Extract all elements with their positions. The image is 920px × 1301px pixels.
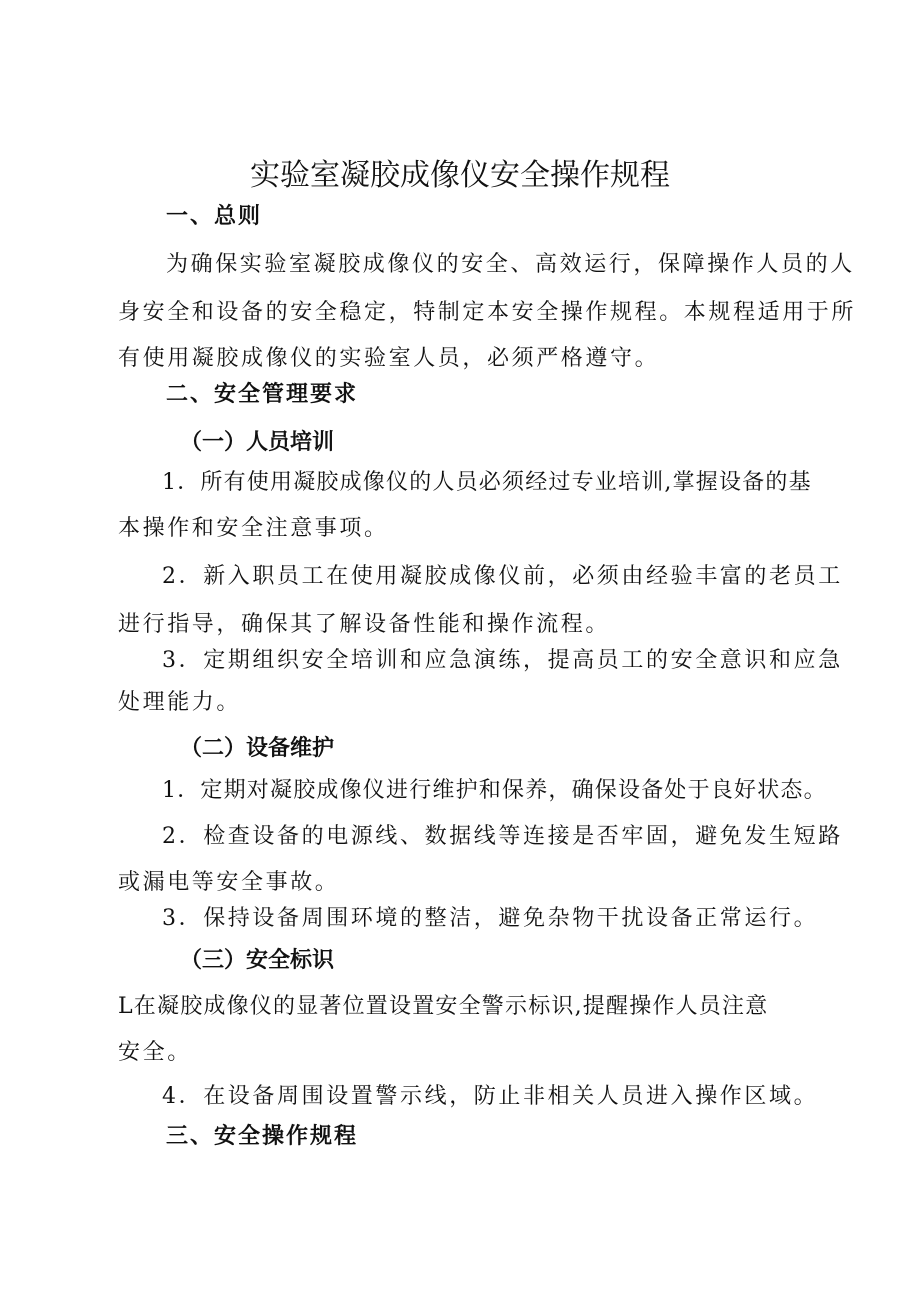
- list-item-line: 进行指导，确保其了解设备性能和操作流程。: [118, 612, 611, 637]
- list-item-line: 3．定期组织安全培训和应急演练，提高员工的安全意识和应急: [162, 648, 843, 673]
- list-item-line: 1．所有使用凝胶成像仪的人员必须经过专业培训,掌握设备的基: [162, 470, 812, 495]
- list-item-line: 安全。: [118, 1040, 192, 1065]
- list-item-line: 4．在设备周围设置警示线，防止非相关人员进入操作区域。: [162, 1084, 819, 1109]
- list-item-line: 1．定期对凝胶成像仪进行维护和保养，确保设备处于良好状态。: [162, 778, 827, 803]
- list-item-line: 本操作和安全注意事项。: [118, 516, 389, 541]
- paragraph-line: 身安全和设备的安全稳定，特制定本安全操作规程。本规程适用于所: [118, 300, 857, 325]
- subsection-heading-training: （一）人员培训: [180, 430, 335, 455]
- subsection-heading-signage: （三）安全标识: [180, 948, 335, 973]
- list-item-line: L在凝胶成像仪的显著位置设置安全警示标识,提醒操作人员注意: [118, 994, 769, 1019]
- section-heading-operation: 三、安全操作规程: [166, 1124, 359, 1149]
- paragraph-line: 为确保实验室凝胶成像仪的安全、高效运行，保障操作人员的人: [166, 252, 855, 277]
- list-item-line: 2．新入职员工在使用凝胶成像仪前，必须由经验丰富的老员工: [162, 564, 843, 589]
- paragraph-line: 有使用凝胶成像仪的实验室人员，必须严格遵守。: [118, 346, 660, 371]
- subsection-heading-maintenance: （二）设备维护: [180, 736, 335, 761]
- section-heading-management: 二、安全管理要求: [166, 382, 359, 407]
- document-title: 实验室凝胶成像仪安全操作规程: [250, 158, 670, 193]
- list-item-line: 2．检查设备的电源线、数据线等连接是否牢固，避免发生短路: [162, 824, 843, 849]
- list-item-line: 3．保持设备周围环境的整洁，避免杂物干扰设备正常运行。: [162, 906, 819, 931]
- section-heading-general: 一、总则: [166, 204, 263, 229]
- list-item-line: 或漏电等安全事故。: [118, 870, 340, 895]
- list-item-line: 处理能力。: [118, 690, 242, 715]
